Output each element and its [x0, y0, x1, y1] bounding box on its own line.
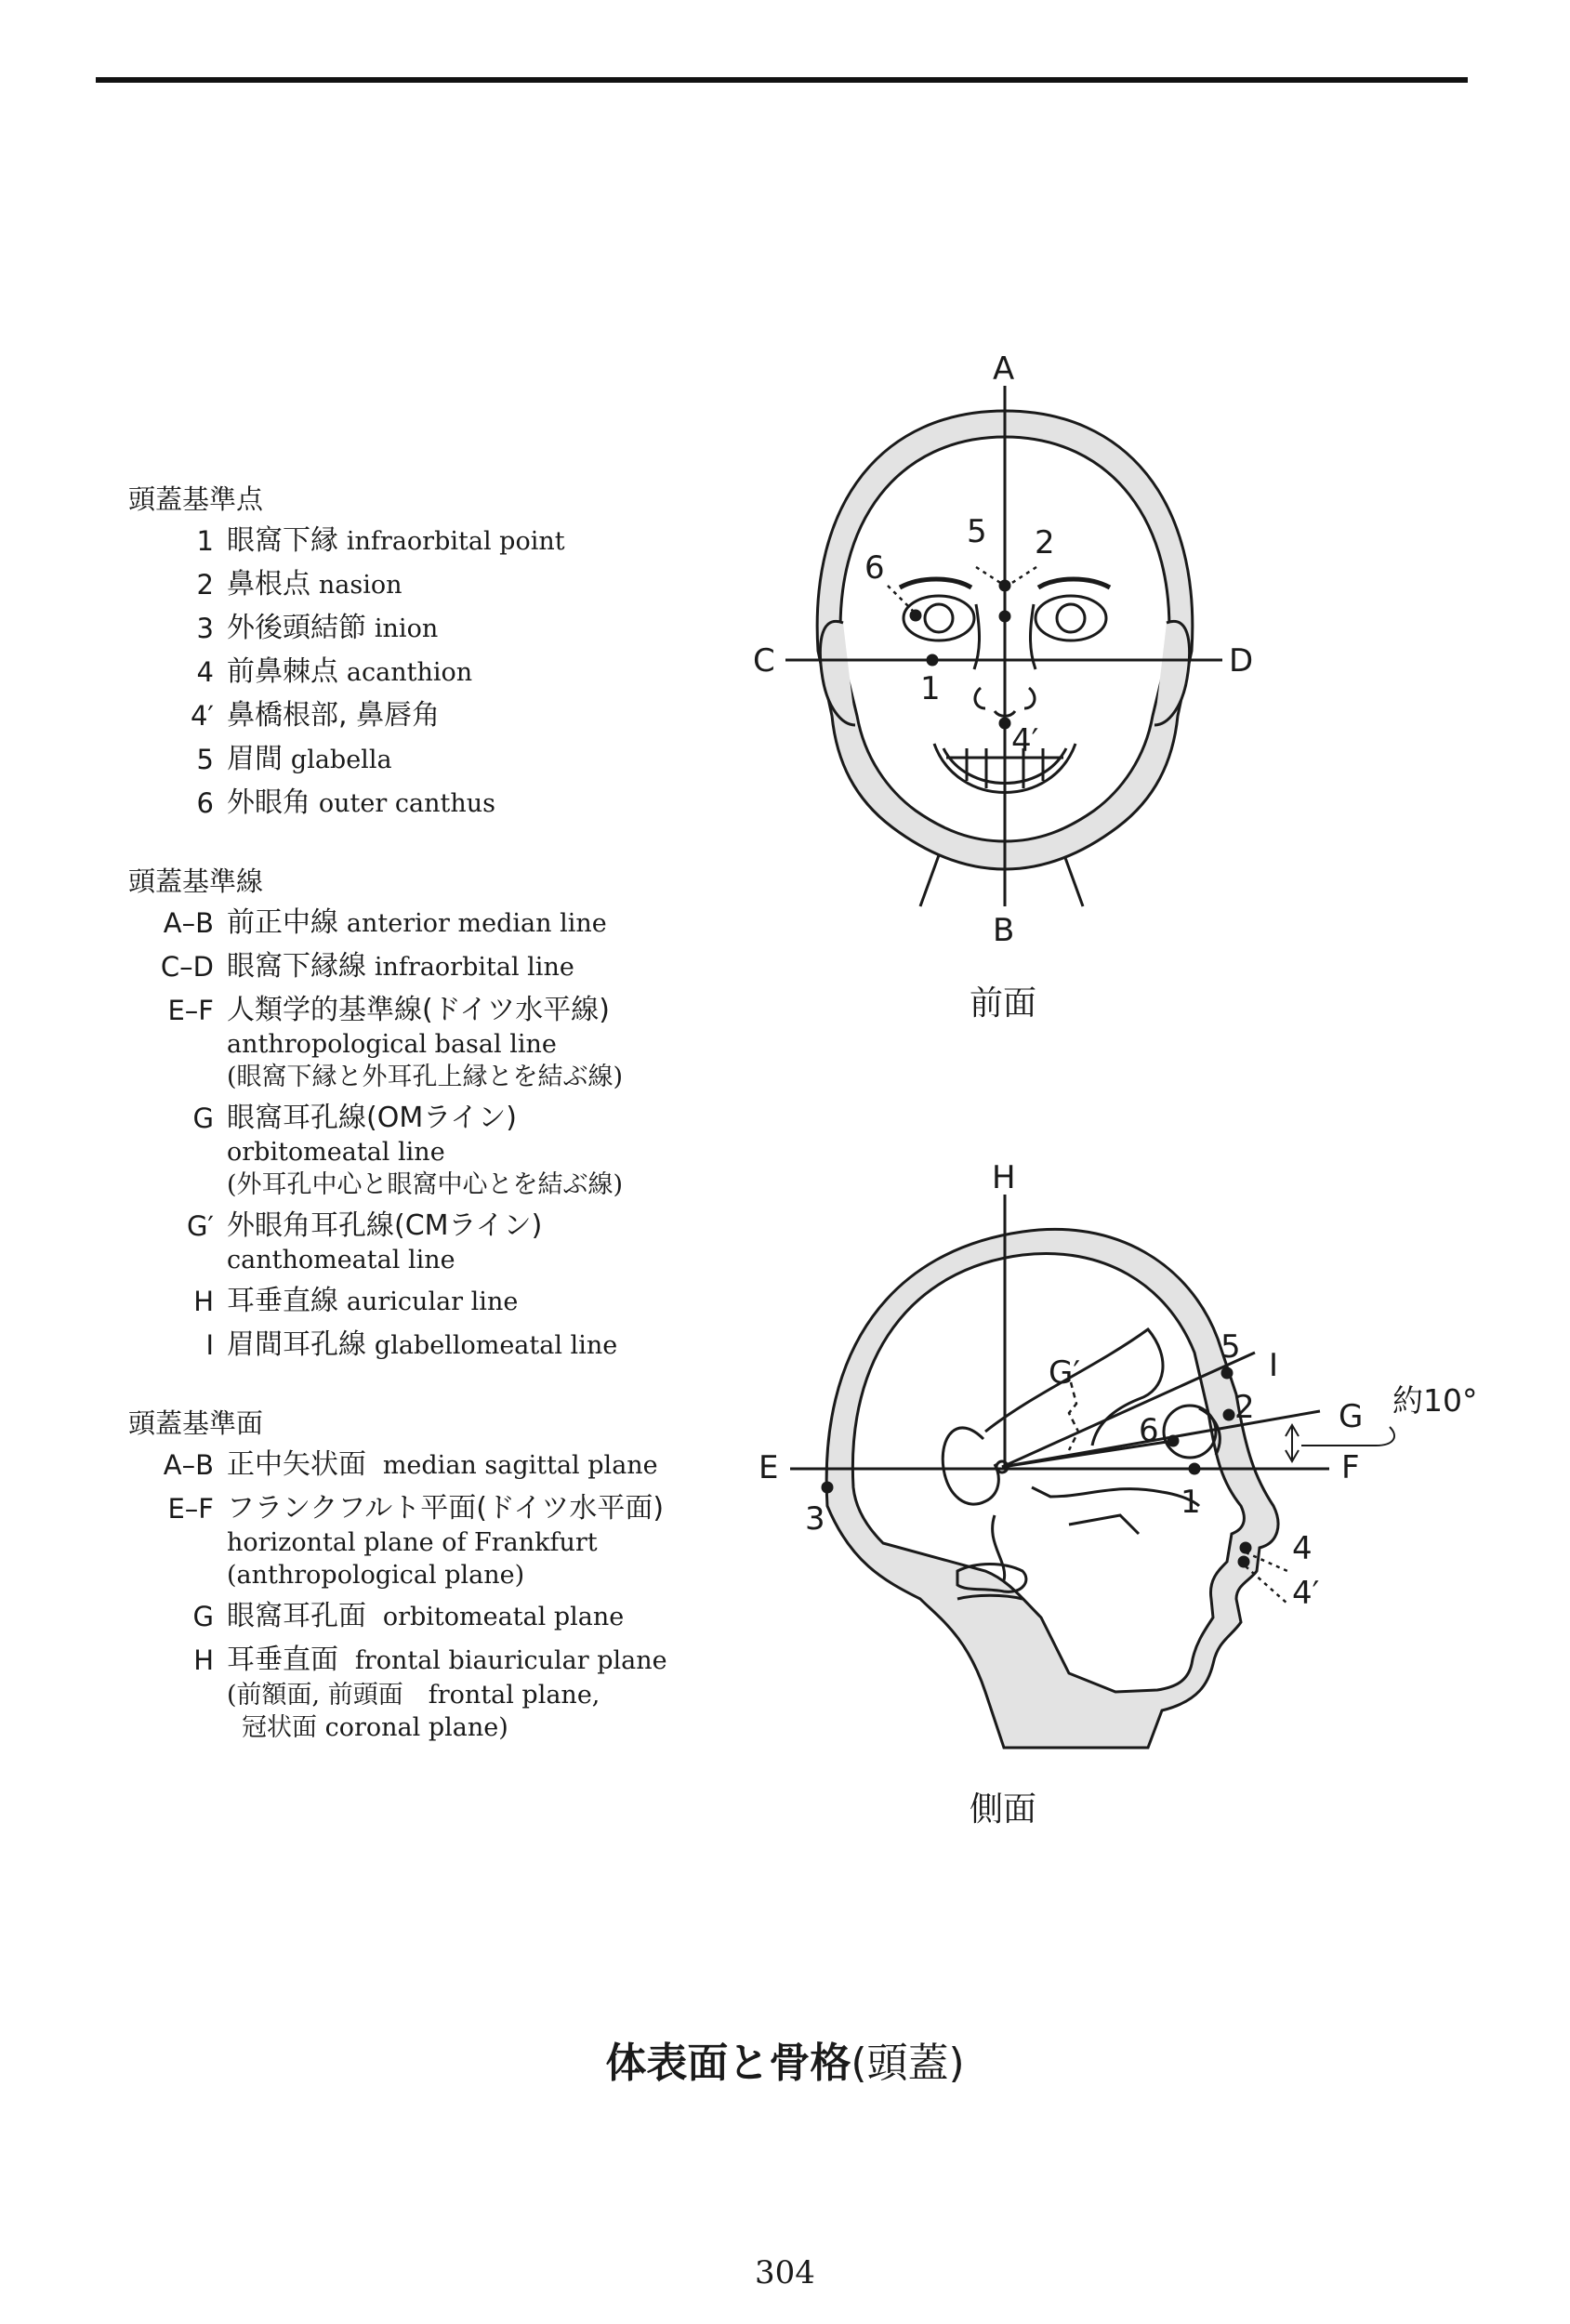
item-key: 3	[196, 613, 214, 644]
label-4p: 4′	[1292, 1575, 1320, 1612]
item-en: glabella	[290, 746, 392, 774]
item-jp: 眼窩下縁	[227, 524, 338, 557]
item-key: 4′	[190, 700, 214, 732]
point-1	[1190, 1464, 1199, 1473]
item-jp: 人類学的基準線(ドイツ水平線)	[227, 994, 610, 1026]
point-1	[928, 655, 937, 665]
item-jp: 耳垂直面	[227, 1644, 338, 1676]
front-view-figure	[753, 350, 1253, 949]
item-jp: 眼窩下縁線	[227, 950, 366, 983]
title-main: 体表面と骨格	[605, 2040, 851, 2087]
label-3: 3	[805, 1500, 825, 1538]
item-en: median sagittal plane	[382, 1451, 658, 1480]
item-en: infraorbital line	[374, 953, 574, 982]
item-jp: 外眼角耳孔線(CMライン)	[227, 1209, 543, 1242]
item-jp: 眼窩耳孔面	[227, 1600, 366, 1632]
label-1: 1	[920, 670, 941, 707]
item-key: G	[192, 1103, 214, 1134]
point-5	[1222, 1368, 1232, 1378]
item-note: (外耳孔中心と眼窩中心とを結ぶ線)	[227, 1170, 624, 1199]
item-en: infraorbital point	[346, 527, 565, 556]
planes-title: 頭蓋基準面	[128, 1407, 264, 1439]
item-key: H	[193, 1286, 214, 1317]
label-c: C	[753, 642, 775, 680]
item-en: auricular line	[346, 1287, 519, 1316]
item-jp: 正中矢状面	[227, 1448, 366, 1481]
item-en: outer canthus	[318, 789, 495, 818]
item-jp: 鼻橋根部, 鼻唇角	[227, 699, 441, 732]
side-view-figure	[759, 1159, 1478, 1748]
item-key: E–F	[167, 995, 214, 1026]
item-jp: 前正中線	[227, 906, 338, 939]
front-caption: 前面	[970, 984, 1037, 1023]
item-en: acanthion	[346, 658, 473, 687]
point-4p	[1000, 719, 1009, 728]
point-4	[1241, 1543, 1250, 1552]
item-note: (anthropological plane)	[227, 1561, 525, 1590]
item-en: inion	[374, 614, 439, 643]
points-title: 頭蓋基準点	[128, 483, 264, 515]
item-key: A–B	[163, 1449, 214, 1481]
item-jp: 眉間耳孔線	[227, 1328, 366, 1361]
label-4p: 4′	[1011, 722, 1039, 759]
item-en: horizontal plane of Frankfurt	[227, 1528, 598, 1557]
item-key: 1	[196, 525, 214, 557]
item-jp: 鼻根点	[227, 568, 310, 601]
item-en: orbitomeatal plane	[382, 1603, 625, 1631]
item-key: A–B	[163, 907, 214, 939]
item-note: (眼窩下縁と外耳孔上縁とを結ぶ線)	[227, 1063, 624, 1091]
item-key: I	[205, 1329, 214, 1361]
item-jp: 眉間	[227, 743, 283, 775]
item-key: H	[193, 1644, 214, 1676]
item-key: 4	[196, 656, 214, 688]
label-5: 5	[1220, 1328, 1241, 1366]
item-en: nasion	[318, 571, 402, 600]
item-note: 冠状面 coronal plane)	[242, 1713, 508, 1742]
label-2: 2	[1234, 1389, 1255, 1426]
label-angle: 約10°	[1392, 1382, 1478, 1419]
label-5: 5	[967, 513, 987, 550]
item-key: 5	[196, 744, 214, 775]
label-6: 6	[864, 549, 885, 587]
label-g: G	[1339, 1398, 1364, 1435]
item-jp: 前鼻棘点	[227, 655, 338, 688]
item-en: glabellomeatal line	[374, 1331, 618, 1360]
label-4: 4	[1292, 1530, 1313, 1567]
item-key: 2	[196, 569, 214, 601]
item-key: E–F	[167, 1493, 214, 1525]
item-jp: 耳垂直線	[227, 1285, 338, 1317]
item-note: (前額面, 前頭面 frontal plane,	[227, 1681, 600, 1710]
item-en: orbitomeatal line	[227, 1138, 445, 1167]
item-jp: 眼窩耳孔線(OMライン)	[227, 1102, 518, 1134]
item-en: frontal biauricular plane	[354, 1646, 667, 1675]
item-en: canthomeatal line	[227, 1246, 455, 1274]
label-b: B	[993, 912, 1015, 949]
label-e: E	[759, 1449, 779, 1486]
point-6	[1168, 1436, 1178, 1446]
page-number: 304	[755, 2254, 815, 2291]
label-d: D	[1229, 642, 1254, 680]
page-title	[0, 2029, 1570, 2089]
item-jp: 外眼角	[227, 786, 310, 819]
point-6	[911, 611, 920, 620]
label-i: I	[1269, 1347, 1279, 1384]
point-2	[1224, 1410, 1234, 1419]
label-h: H	[992, 1159, 1016, 1196]
side-caption: 側面	[970, 1790, 1037, 1829]
label-1: 1	[1181, 1484, 1201, 1521]
item-en: anterior median line	[346, 909, 607, 938]
item-en: anthropological basal line	[227, 1030, 557, 1059]
title-paren: (頭蓋)	[851, 2040, 965, 2087]
label-2: 2	[1035, 524, 1055, 561]
point-3	[823, 1483, 832, 1492]
point-5	[1000, 612, 1009, 621]
point-4p	[1239, 1557, 1248, 1566]
lines-title: 頭蓋基準線	[128, 865, 264, 897]
item-key: G	[192, 1601, 214, 1632]
item-jp: 外後頭結節	[227, 612, 366, 644]
point-2	[1000, 581, 1009, 590]
label-gp: G′	[1049, 1354, 1081, 1392]
label-f: F	[1341, 1449, 1360, 1486]
item-key: G′	[186, 1210, 214, 1242]
item-key: 6	[196, 787, 214, 819]
label-6: 6	[1139, 1412, 1159, 1449]
item-jp: フランクフルト平面(ドイツ水平面)	[227, 1492, 665, 1525]
item-key: C–D	[160, 951, 214, 983]
label-a: A	[993, 350, 1015, 388]
